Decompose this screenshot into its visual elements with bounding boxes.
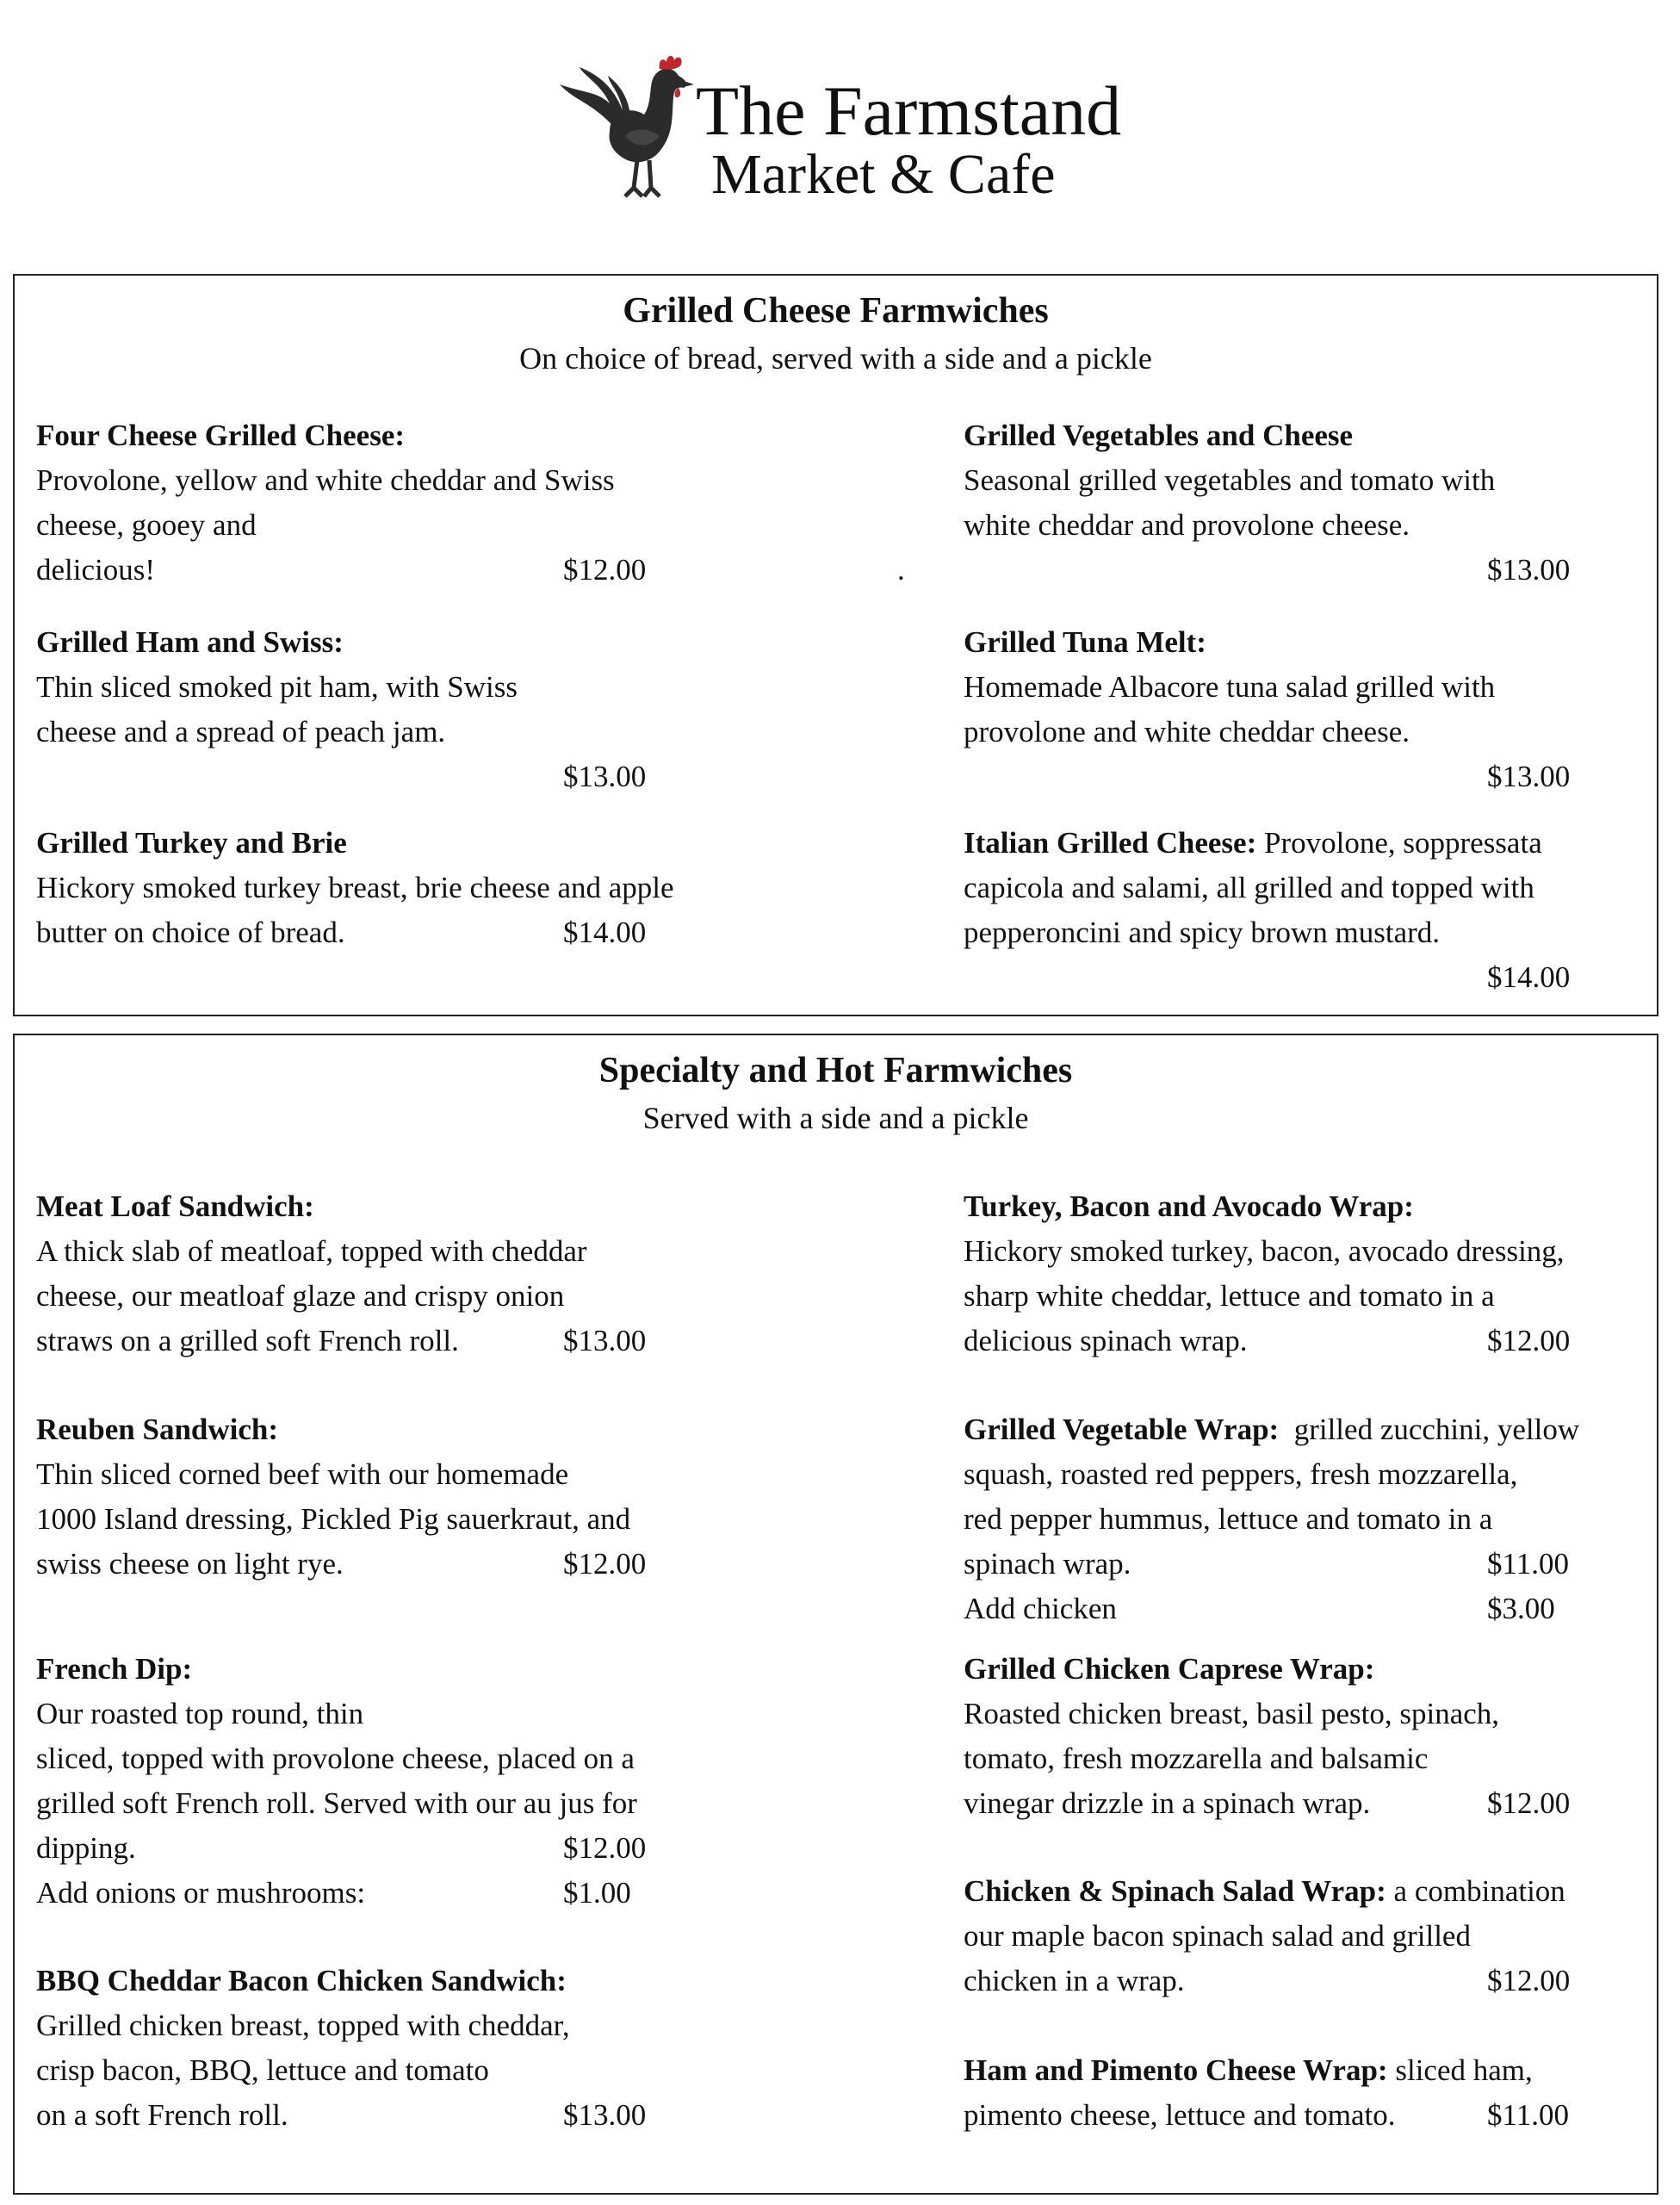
item-desc: spinach wrap.: [964, 1547, 1131, 1581]
rooster-icon: [558, 50, 704, 205]
item-desc: A thick slab of meatloaf, topped with cheddar: [36, 1234, 587, 1268]
section-subtitle: Served with a side and a pickle: [642, 1101, 1029, 1135]
item-price: $12.00: [1487, 1786, 1571, 1820]
item-desc: on a soft French roll.: [36, 2098, 288, 2132]
stray-dot: .: [897, 553, 905, 587]
item-desc: delicious!: [36, 553, 156, 587]
menu-item: [36, 413, 905, 593]
item-desc: grilled soft French roll. Served with our au jus for: [36, 1786, 637, 1820]
menu-item: [964, 1869, 1652, 2003]
item-desc: white cheddar and provolone cheese.: [964, 508, 1410, 542]
item-desc: red pepper hummus, lettuce and tomato in a: [964, 1502, 1493, 1536]
menu-item: [36, 1959, 768, 2138]
item-desc: Seasonal grilled vegetables and tomato with: [964, 463, 1496, 497]
item-desc: Provolone, soppressata: [1256, 826, 1542, 860]
item-name: BBQ Cheddar Bacon Chicken Sandwich:: [36, 1964, 567, 1997]
menu-item: [964, 413, 1652, 593]
item-desc: straws on a grilled soft French roll.: [36, 1324, 459, 1357]
item-desc: delicious spinach wrap.: [964, 1324, 1248, 1357]
item-desc: Hickory smoked turkey, bacon, avocado dressing,: [964, 1234, 1565, 1268]
item-desc: Homemade Albacore tuna salad grilled with: [964, 670, 1496, 704]
item-desc: capicola and salami, all grilled and topped with: [964, 871, 1534, 904]
addon-price: $1.00: [563, 1876, 631, 1910]
item-desc: Grilled chicken breast, topped with cheddar,: [36, 2009, 570, 2042]
brand-name: The Farmstand: [696, 71, 1122, 150]
item-name: Ham and Pimento Cheese Wrap:: [964, 2053, 1388, 2087]
item-price: $13.00: [1487, 760, 1571, 793]
item-desc: cheese and a spread of peach jam.: [36, 715, 446, 748]
menu-item: [964, 2048, 1652, 2138]
item-price: $12.00: [563, 1831, 647, 1865]
item-price: $13.00: [1487, 553, 1571, 587]
item-price: $12.00: [563, 1547, 647, 1581]
brand-subtitle: Market & Cafe: [711, 143, 1056, 206]
item-desc: Hickory smoked turkey breast, brie cheese and apple: [36, 871, 674, 904]
item-desc: pepperoncini and spicy brown mustard.: [964, 916, 1441, 949]
item-desc: dipping.: [36, 1831, 136, 1865]
item-desc: Provolone, yellow and white cheddar and Swiss: [36, 463, 615, 497]
item-desc: pimento cheese, lettuce and tomato.: [964, 2098, 1396, 2132]
addon-label: Add chicken: [964, 1592, 1117, 1625]
section-subtitle: On choice of bread, served with a side and a pickle: [519, 341, 1152, 376]
item-name: French Dip:: [36, 1652, 193, 1686]
item-desc: sliced, topped with provolone cheese, placed on a: [36, 1742, 635, 1775]
item-desc: sharp white cheddar, lettuce and tomato in a: [964, 1279, 1495, 1313]
item-desc: grilled zucchini, yellow: [1279, 1413, 1580, 1446]
item-price: $12.00: [1487, 1964, 1571, 1997]
menu-item: [964, 620, 1652, 799]
item-price: $14.00: [1487, 960, 1571, 994]
section-title: Specialty and Hot Farmwiches: [598, 1051, 1073, 1090]
menu-item: [36, 620, 768, 799]
item-price: $12.00: [1487, 1324, 1571, 1357]
item-name: Grilled Vegetables and Cheese: [964, 419, 1354, 452]
item-desc: squash, roasted red peppers, fresh mozzarella,: [964, 1457, 1518, 1491]
item-desc: a combination: [1386, 1874, 1565, 1908]
item-desc: sliced ham,: [1387, 2053, 1533, 2087]
item-desc: provolone and white cheddar cheese.: [964, 715, 1410, 748]
item-name: Four Cheese Grilled Cheese:: [36, 419, 406, 452]
header: [0, 50, 1680, 214]
item-name: Grilled Tuna Melt:: [964, 625, 1206, 659]
item-name: Grilled Vegetable Wrap:: [964, 1413, 1280, 1446]
item-price: $13.00: [563, 2098, 647, 2132]
menu-item: [36, 1647, 768, 1916]
menu-item: [964, 1184, 1652, 1363]
item-price: $14.00: [563, 916, 647, 949]
item-name: Turkey, Bacon and Avocado Wrap:: [964, 1189, 1414, 1223]
item-desc: tomato, fresh mozzarella and balsamic: [964, 1742, 1429, 1775]
menu-item: [964, 1647, 1652, 1826]
item-price: $11.00: [1487, 2098, 1569, 2132]
item-desc: Thin sliced corned beef with our homemade: [36, 1457, 569, 1491]
item-name: Grilled Turkey and Brie: [36, 826, 347, 860]
menu-item: [964, 1407, 1652, 1631]
grilled-cheese-section: [13, 274, 1658, 1016]
item-desc: crisp bacon, BBQ, lettuce and tomato: [36, 2053, 489, 2087]
menu-item: [36, 821, 768, 955]
item-desc: Roasted chicken breast, basil pesto, spinach,: [964, 1697, 1500, 1730]
item-name: Meat Loaf Sandwich:: [36, 1189, 314, 1223]
item-desc: swiss cheese on light rye.: [36, 1547, 344, 1581]
item-desc: vinegar drizzle in a spinach wrap.: [964, 1786, 1371, 1820]
item-name: Grilled Chicken Caprese Wrap:: [964, 1652, 1375, 1686]
item-desc: our maple bacon spinach salad and grilled: [964, 1919, 1471, 1953]
item-desc: 1000 Island dressing, Pickled Pig sauerkraut, and: [36, 1502, 631, 1536]
item-desc: Our roasted top round, thin: [36, 1697, 364, 1730]
item-name: Chicken & Spinach Salad Wrap:: [964, 1874, 1386, 1908]
item-desc: chicken in a wrap.: [964, 1964, 1185, 1997]
item-desc: cheese, gooey and: [36, 508, 257, 542]
item-price: $11.00: [1487, 1547, 1569, 1581]
specialty-section: [13, 1034, 1658, 2195]
menu-item: [36, 1184, 768, 1363]
section-title: Grilled Cheese Farmwiches: [623, 291, 1049, 331]
item-price: $12.00: [563, 553, 647, 587]
item-price: $13.00: [563, 1324, 647, 1357]
menu-item: [36, 1407, 768, 1587]
menu-item: [964, 821, 1652, 1000]
item-desc: butter on choice of bread.: [36, 916, 345, 949]
item-name: Italian Grilled Cheese:: [964, 826, 1257, 860]
item-name: Grilled Ham and Swiss:: [36, 625, 344, 659]
addon-label: Add onions or mushrooms:: [36, 1876, 366, 1910]
item-desc: Thin sliced smoked pit ham, with Swiss: [36, 670, 518, 704]
item-price: $13.00: [563, 760, 647, 793]
item-name: Reuben Sandwich:: [36, 1413, 279, 1446]
item-desc: cheese, our meatloaf glaze and crispy onion: [36, 1279, 565, 1313]
addon-price: $3.00: [1487, 1592, 1555, 1625]
